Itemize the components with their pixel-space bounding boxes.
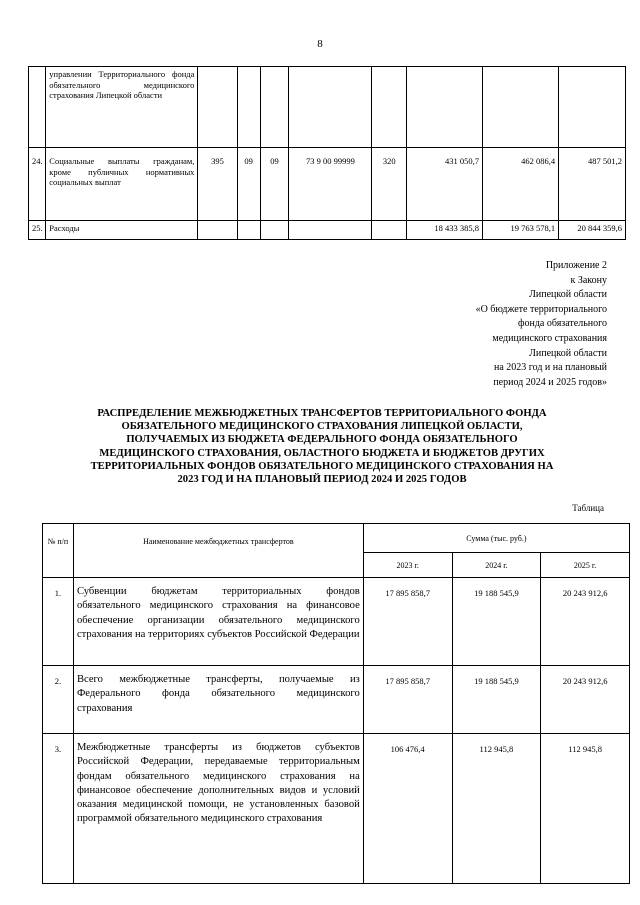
row-vid-rashodov (372, 67, 407, 148)
row-number: 3. (43, 734, 74, 884)
row-2025 (559, 67, 626, 148)
row-podrazdel (260, 221, 289, 240)
row-2025: 20 844 359,6 (559, 221, 626, 240)
row-vid-rashodov (372, 221, 407, 240)
row-name: Расходы (46, 221, 198, 240)
row-razdel (237, 221, 260, 240)
interbudget-transfers-table (42, 523, 630, 884)
document-title: РАСПРЕДЕЛЕНИЕ МЕЖБЮДЖЕТНЫХ ТРАНСФЕРТОВ ТЕРРИТОРИАЛЬНОГО ФОНДА ОБЯЗАТЕЛЬНОГО МЕДИЦИНСКОГО СТРАХОВАНИЯ ЛИПЕЦКОЙ ОБЛАСТИ, ПОЛУЧАЕМЫХ ИЗ БЮДЖЕТА ФЕДЕРАЛЬНОГО ФОНДА ОБЯЗАТЕЛЬНОГО МЕДИЦИНСКОГО СТРАХОВАНИЯ, ОБЛАСТНОГО БЮДЖЕТА И БЮДЖЕТОВ ДРУГИХ ТЕРРИТОРИАЛЬНЫХ ФОНДОВ ОБЯЗАТЕЛЬНОГО МЕДИЦИНСКОГО СТРАХОВАНИЯ НА 2023 ГОД И НА ПЛАНОВЫЙ ПЕРИОД 2024 И 2025 ГОДОВ (90, 408, 554, 486)
table-caption: Таблица (572, 503, 604, 513)
row-number (29, 67, 46, 148)
row-name: Социальные выплаты гражданам, кроме публичных нормативных социальных выплат (46, 148, 198, 221)
row-razdel: 09 (237, 148, 260, 221)
row-celevaya-statya: 73 9 00 99999 (289, 148, 372, 221)
row-2024 (483, 67, 559, 148)
row-vid-rashodov: 320 (372, 148, 407, 221)
table-row (43, 666, 630, 734)
table-row (43, 734, 630, 884)
page-number: 8 (317, 38, 323, 50)
row-2025: 20 243 912,6 (541, 578, 630, 666)
appendix-line: фонда обязательного (518, 318, 607, 330)
table-row (43, 578, 630, 666)
row-vedomstvo: 395 (198, 148, 237, 221)
row-name: Субвенции бюджетам территориальных фондов обязательного медицинского страхования на финансовое обеспечение организации обязательного медицинского страхования на территориях субъектов Российской Федерации (73, 578, 363, 666)
header-2024: 2024 г. (452, 553, 541, 578)
table-header-row (43, 524, 630, 553)
row-number: 25. (29, 221, 46, 240)
row-2023: 106 476,4 (363, 734, 452, 884)
row-number: 2. (43, 666, 74, 734)
table-row (29, 67, 626, 148)
header-name: Наименование межбюджетных трансфертов (73, 524, 363, 578)
row-celevaya-statya (289, 67, 372, 148)
row-name: управлении Территориального фонда обязательного медицинского страхования Липецкой области (46, 67, 198, 148)
row-number: 1. (43, 578, 74, 666)
row-2023: 17 895 858,7 (363, 578, 452, 666)
row-2024: 19 188 545,9 (452, 578, 541, 666)
row-podrazdel: 09 (260, 148, 289, 221)
row-vedomstvo (198, 221, 237, 240)
row-name: Межбюджетные трансферты из бюджетов субъектов Российской Федерации, передаваемые территориальным фондам обязательного медицинского страхования на финансовое обеспечение дополнительных видов и условий оказания медицинской помощи, не установленных базовой программой обязательного медицинского страхования (73, 734, 363, 884)
continued-expenses-table (28, 66, 626, 240)
row-2024: 19 188 545,9 (452, 666, 541, 734)
appendix-line: Приложение 2 (545, 260, 607, 271)
appendix-line: «О бюджете территориального (475, 303, 607, 315)
appendix-line: Липецкой области (529, 347, 607, 359)
appendix-line: на 2023 год и на плановый (493, 362, 607, 374)
header-2025: 2025 г. (541, 553, 630, 578)
header-num: № п/п (43, 524, 74, 578)
row-name: Всего межбюджетные трансферты, получаемые из Федерального фонда обязательного медицинского страхования (73, 666, 363, 734)
table-row (29, 221, 626, 240)
row-2024: 19 763 578,1 (483, 221, 559, 240)
row-2024: 112 945,8 (452, 734, 541, 884)
row-vedomstvo (198, 67, 237, 148)
row-podrazdel (260, 67, 289, 148)
appendix-line: период 2024 и 2025 годов» (493, 376, 607, 388)
row-razdel (237, 67, 260, 148)
row-celevaya-statya (289, 221, 372, 240)
row-2023: 431 050,7 (406, 148, 482, 221)
table-row (29, 148, 626, 221)
header-2023: 2023 г. (363, 553, 452, 578)
row-2024: 462 086,4 (483, 148, 559, 221)
row-2023: 18 433 385,8 (406, 221, 482, 240)
row-2023 (406, 67, 482, 148)
appendix-header (387, 259, 607, 390)
appendix-line: Липецкой области (529, 289, 607, 301)
appendix-line: медицинского страхования (492, 332, 607, 344)
row-2025: 112 945,8 (541, 734, 630, 884)
appendix-line: к Закону (570, 274, 607, 286)
row-number: 24. (29, 148, 46, 221)
row-2025: 487 501,2 (559, 148, 626, 221)
header-sum: Сумма (тыс. руб.) (363, 524, 629, 553)
row-2025: 20 243 912,6 (541, 666, 630, 734)
row-2023: 17 895 858,7 (363, 666, 452, 734)
